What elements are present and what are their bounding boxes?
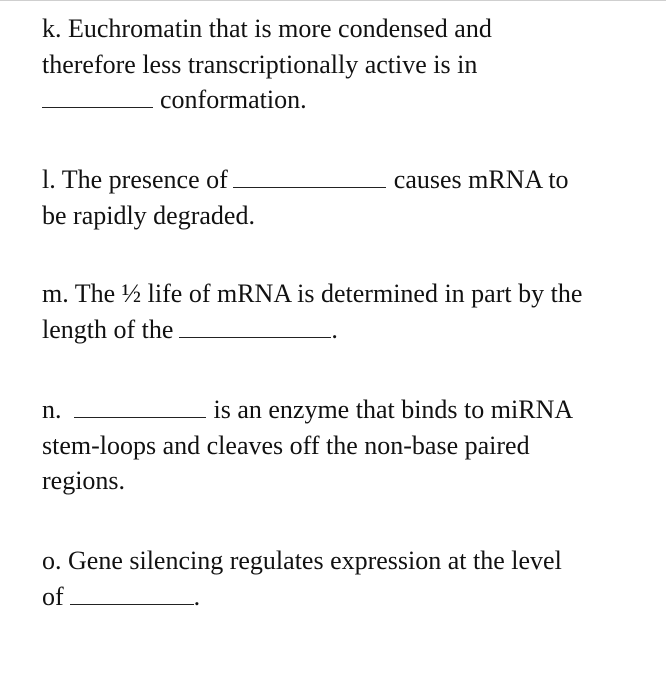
question-n-line-2: stem-loops and cleaves off the non-base paired	[42, 430, 530, 460]
question-o-text-before: of	[42, 581, 64, 611]
question-n-text-after: is an enzyme that binds to miRNA	[213, 395, 574, 424]
answer-blank-k[interactable]	[42, 85, 153, 108]
question-k-line-1: k. Euchromatin that is more condensed and	[42, 14, 492, 43]
question-o	[42, 543, 642, 614]
answer-blank-m[interactable]	[179, 315, 331, 338]
question-o-line-1: o. Gene silencing regulates expression at the level	[42, 546, 562, 575]
question-o-line-2	[42, 579, 642, 615]
question-m-text-after: .	[331, 314, 338, 344]
question-o-text-after: .	[193, 581, 201, 611]
question-n-text-before: n.	[42, 395, 62, 424]
question-k-line-2: therefore less transcriptionally active is in	[42, 49, 478, 79]
question-k-text-after: conformation.	[160, 85, 307, 114]
question-k	[42, 11, 642, 118]
question-m-line-1: m. The ½ life of mRNA is determined in part by the	[42, 279, 583, 308]
question-n-line-1	[42, 392, 642, 428]
question-l-line-1	[42, 162, 642, 198]
question-m-line-2	[42, 312, 642, 348]
answer-blank-n[interactable]	[74, 395, 206, 418]
question-l-text-after: causes mRNA to	[393, 165, 569, 194]
question-m	[42, 276, 642, 347]
question-l	[42, 162, 642, 233]
question-m-text-before: length of the	[42, 314, 174, 344]
question-n	[42, 392, 642, 499]
question-l-text-before: l. The presence of	[42, 165, 228, 194]
top-divider	[0, 0, 666, 1]
answer-blank-l[interactable]	[233, 165, 386, 188]
question-n-line-3: regions.	[42, 466, 126, 495]
question-l-line-2: be rapidly degraded.	[42, 200, 255, 230]
question-k-line-3	[42, 82, 642, 118]
answer-blank-o[interactable]	[70, 582, 194, 605]
